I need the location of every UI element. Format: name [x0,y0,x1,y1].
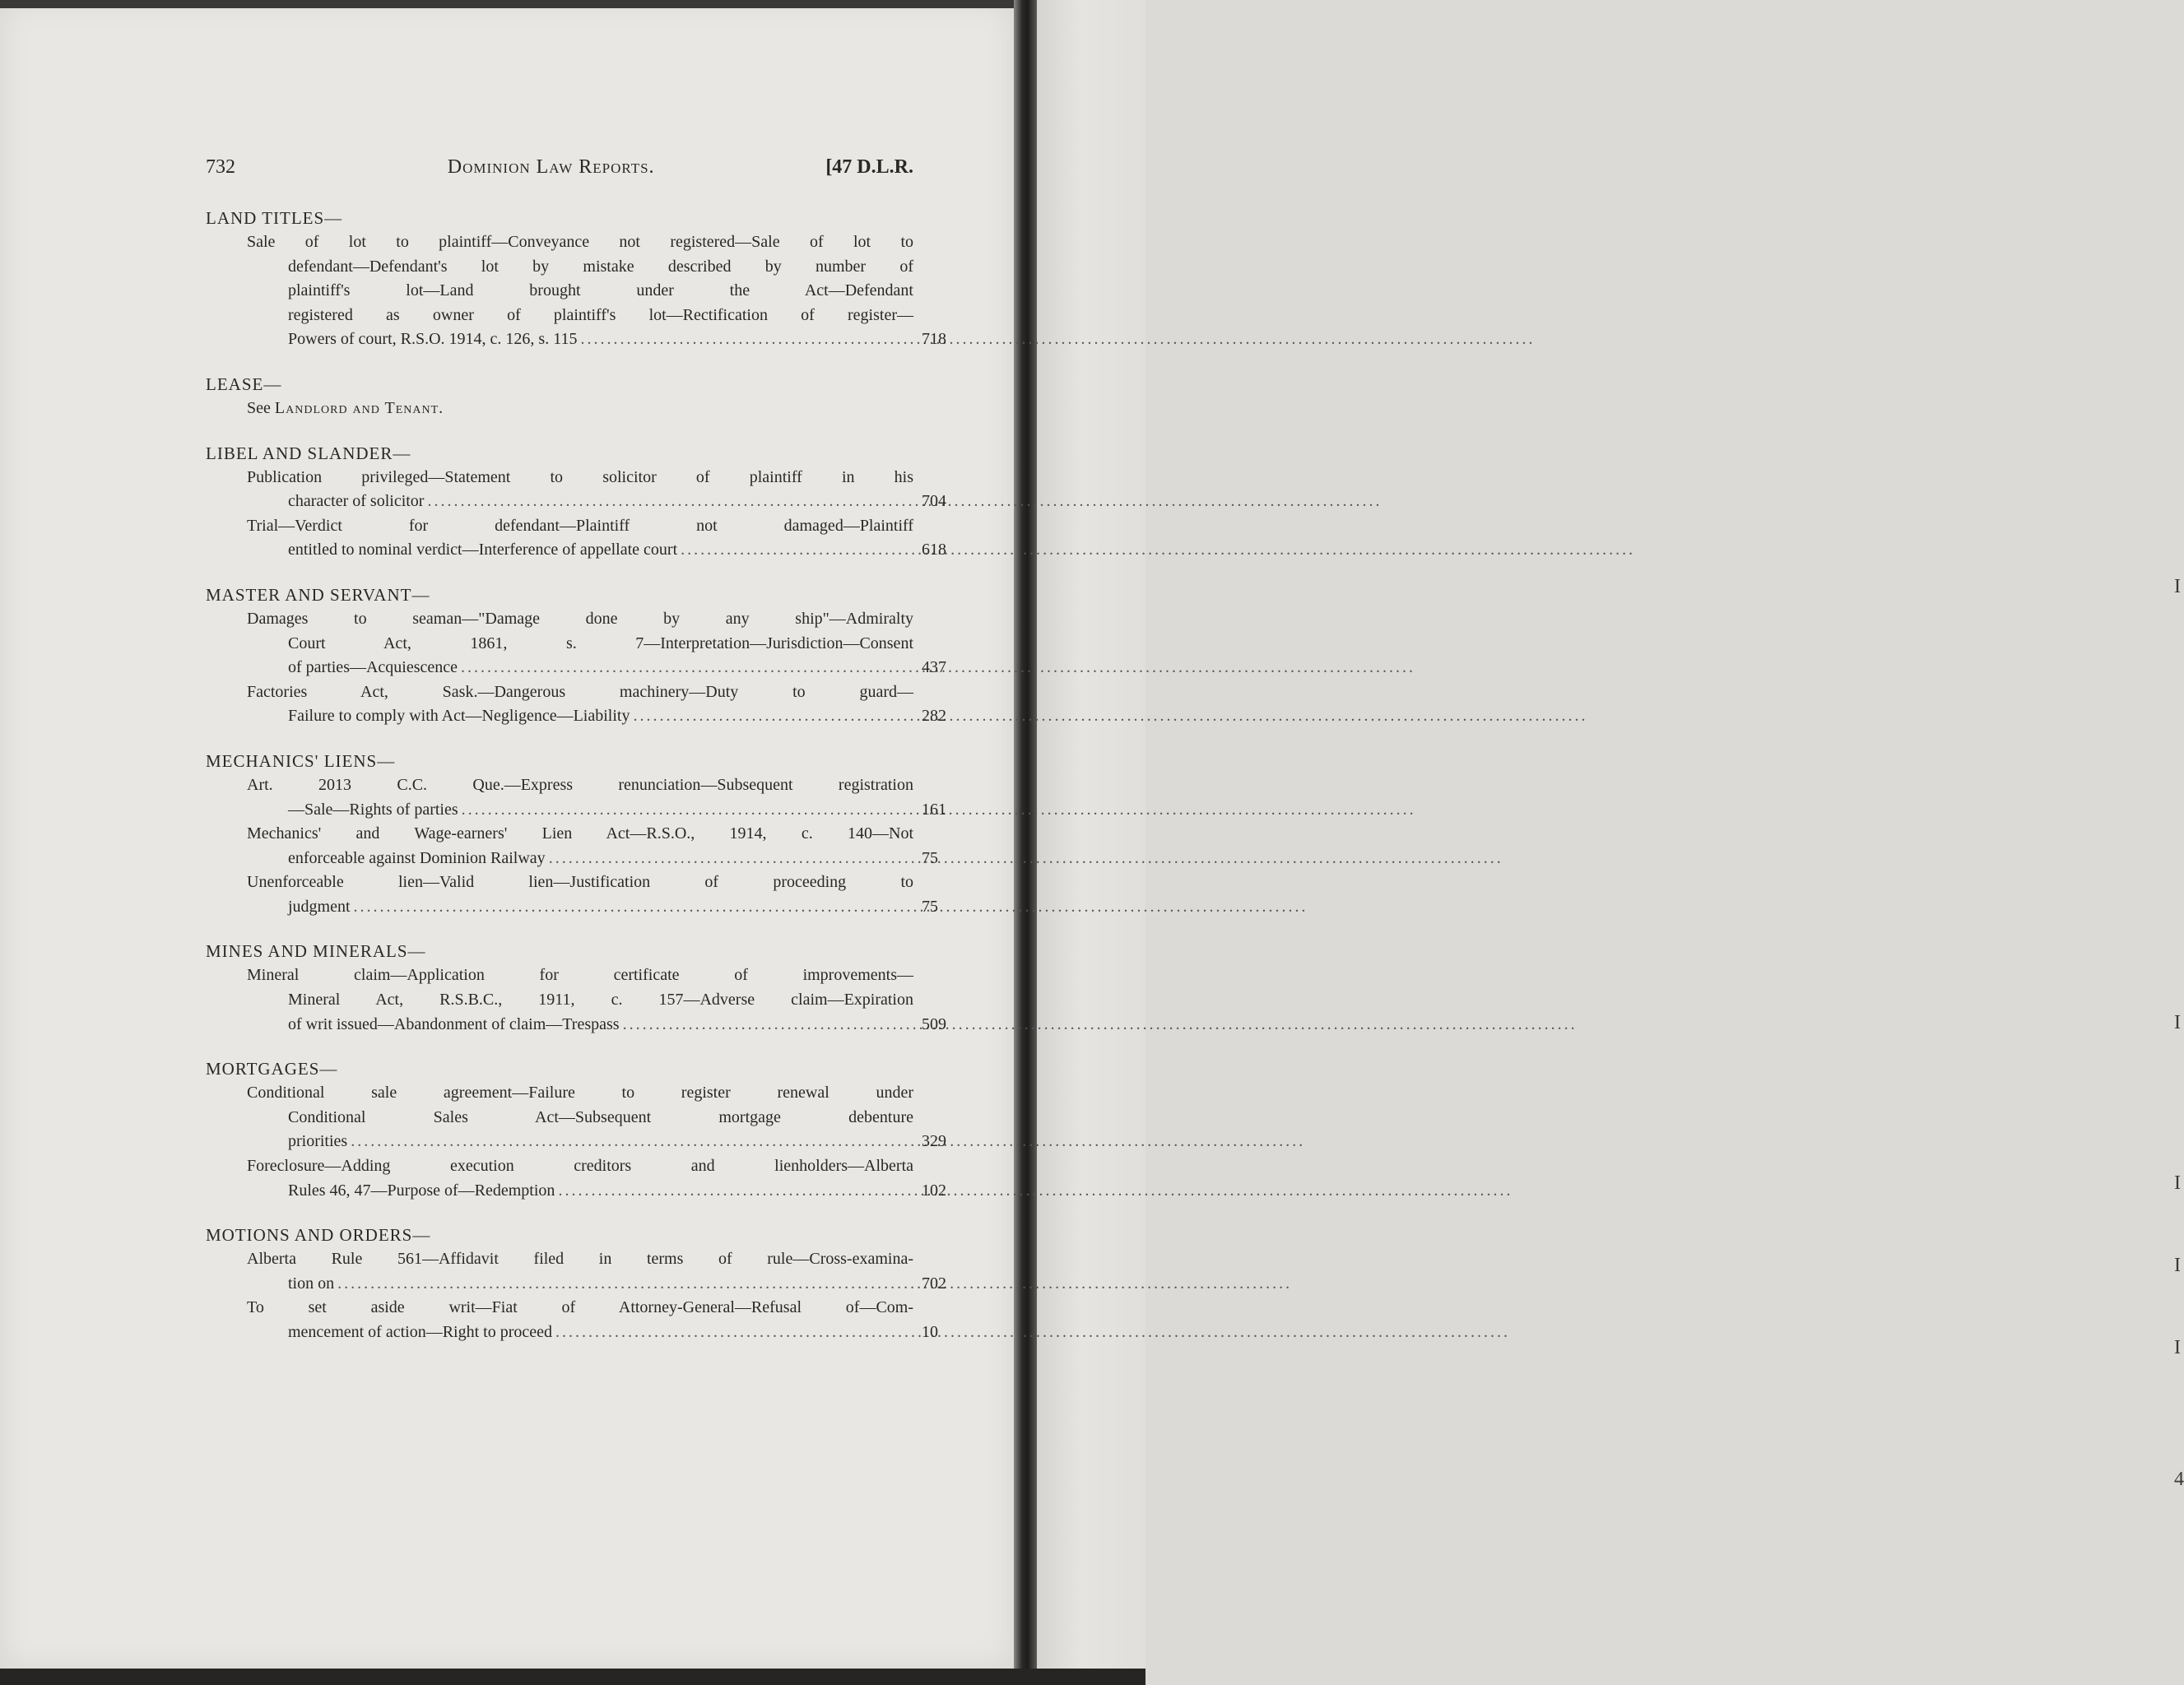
scan-top-edge [0,0,1145,8]
entry-line: defendant—Defendant's lot by mistake described by number of [288,257,913,276]
adjacent-page-mark: I [2174,576,2181,597]
entry-line: Factories Act, Sask.—Dangerous machinery—Duty to guard— [247,682,913,701]
dot-leader [623,1013,1578,1037]
entry-line: Conditional sale agreement—Failure to register renewal under [247,1084,913,1102]
page-reference: 702 [922,1274,946,1293]
index-section [206,441,946,563]
dot-leader [633,704,1587,729]
index-entry [247,822,938,870]
index-sections [206,206,946,1345]
section-heading: LIBEL AND SLANDER— [206,443,411,463]
entry-line: Art. 2013 C.C. Que.—Express renunciation—Subsequent registration [247,775,913,794]
index-page-body [206,156,946,1345]
entry-line-text: judgment [288,897,351,916]
entry-line: Trial—Verdict for defendant—Plaintiff not damaged—Plaintiff [247,516,913,535]
journal-title: Dominion Law Reports. [447,156,655,178]
index-section [206,206,946,352]
entry-line [288,538,913,563]
scan-bottom-edge [0,1669,1145,1685]
entry-line: Foreclosure—Adding execution creditors and lienholders—Alberta [247,1157,913,1176]
page-reference: 718 [922,330,946,349]
index-entry [247,1081,946,1154]
entry-line-text: entitled to nominal verdict—Interference of appellate court [288,541,678,559]
entry-line [288,798,913,823]
entry-line: registered as owner of plaintiff's lot—Rectification of register— [288,305,913,324]
entry-line [288,847,913,871]
entry-line [288,1321,913,1345]
entry-line: Mineral claim—Application for certificate of improvements— [247,966,913,985]
entry-line: Court Act, 1861, s. 7—Interpretation—Jurisdiction—Consent [288,634,913,652]
index-entry [247,514,946,563]
see-reference: Landlord and Tenant. [274,398,444,417]
entry-line [288,1272,913,1297]
cross-reference [247,397,913,421]
page-reference: 329 [922,1132,946,1151]
entry-line: Sale of lot to plaintiff—Conveyance not registered—Sale of lot to [247,233,913,251]
entry-line-text: priorities [288,1132,348,1151]
dot-leader [337,1272,1292,1297]
section-heading: MORTGAGES— [206,1059,338,1079]
page-reference: 704 [922,492,946,511]
dot-leader [354,895,1308,920]
adjacent-page-mark: I [2174,1255,2181,1276]
entry-line-text: character of solicitor [288,492,425,511]
index-entry [247,773,946,822]
entry-line-text: —Sale—Rights of parties [288,800,458,819]
dot-leader [351,1130,1305,1154]
index-entry [247,1154,946,1203]
entry-line-text: Failure to comply with Act—Negligence—Liability [288,707,630,726]
index-entry [247,1296,938,1344]
dot-leader [681,538,1635,563]
entry-line [288,1013,913,1037]
page-reference: 10 [922,1323,938,1341]
index-section [206,939,946,1037]
index-section [206,749,946,920]
section-heading: MINES AND MINERALS— [206,941,426,962]
dot-leader [427,490,1382,514]
page-reference: 161 [922,800,946,819]
index-section [206,1056,946,1203]
adjacent-page-mark: I [2174,1012,2181,1033]
page-number: 732 [206,156,235,178]
page-reference: 282 [922,707,946,726]
index-section [206,583,946,729]
adjacent-page [1037,0,2184,1685]
entry-line: Alberta Rule 561—Affidavit filed in terms of rule—Cross-examina- [247,1250,913,1269]
entry-line [288,1179,913,1204]
entry-line: Conditional Sales Act—Subsequent mortgage debenture [288,1107,913,1126]
entry-line-text: Powers of court, R.S.O. 1914, c. 126, s. 115 [288,330,578,349]
page-reference: 509 [922,1014,946,1033]
entry-line: Publication privileged—Statement to solicitor of plaintiff in his [247,467,913,486]
index-section [206,372,913,421]
entry-line-text: Rules 46, 47—Purpose of—Redemption [288,1181,555,1200]
section-heading: LEASE— [206,374,282,394]
section-heading: MECHANICS' LIENS— [206,750,396,771]
adjacent-page-mark: I [2174,1337,2181,1358]
page-reference: 618 [922,541,946,559]
volume-reference: [47 D.L.R. [825,156,913,178]
running-head [206,156,913,186]
book-gutter [1014,0,1037,1685]
entry-line-text: enforceable against Dominion Railway [288,848,546,867]
entry-line [288,327,913,352]
entry-line [288,490,913,514]
dot-leader [555,1321,1510,1345]
entry-line: Mineral Act, R.S.B.C., 1911, c. 157—Adverse claim—Expiration [288,991,913,1010]
page-reference: 75 [922,897,938,916]
entry-line-text: mencement of action—Right to proceed [288,1323,553,1341]
dot-leader [558,1179,1513,1204]
see-prefix: See [247,398,271,417]
dot-leader [580,327,1535,352]
entry-line [288,1130,913,1154]
page-reference: 75 [922,848,938,867]
page-reference: 102 [922,1181,946,1200]
index-entry [247,870,938,919]
index-entry [247,1247,946,1296]
entry-line: Mechanics' and Wage-earners' Lien Act—R.S.O., 1914, c. 140—Not [247,824,913,843]
index-entry [247,230,946,352]
index-entry [247,607,946,680]
entry-line [288,704,913,729]
index-entry [247,466,946,514]
section-heading: LAND TITLES— [206,208,343,228]
index-entry [247,680,946,729]
entry-line-text: of writ issued—Abandonment of claim—Trespass [288,1014,620,1033]
entry-line-text: of parties—Acquiescence [288,658,458,677]
entry-line-text: tion on [288,1274,335,1293]
page-reference: 437 [922,658,946,677]
entry-line [288,656,913,680]
index-entry [247,963,946,1037]
entry-line: plaintiff's lot—Land brought under the Act—Defendant [288,281,913,300]
entry-line [288,895,913,920]
entry-line: Unenforceable lien—Valid lien—Justification of proceeding to [247,873,913,892]
section-heading: MASTER AND SERVANT— [206,584,430,605]
index-section [206,1223,946,1344]
entry-line: To set aside writ—Fiat of Attorney-General—Refusal of—Com- [247,1298,913,1317]
entry-line: Damages to seaman—"Damage done by any ship"—Admiralty [247,609,913,628]
section-heading: MOTIONS AND ORDERS— [206,1225,431,1246]
adjacent-page-mark: 4 [2174,1469,2184,1490]
adjacent-page-mark: I [2174,1172,2181,1194]
dot-leader [549,847,1503,871]
